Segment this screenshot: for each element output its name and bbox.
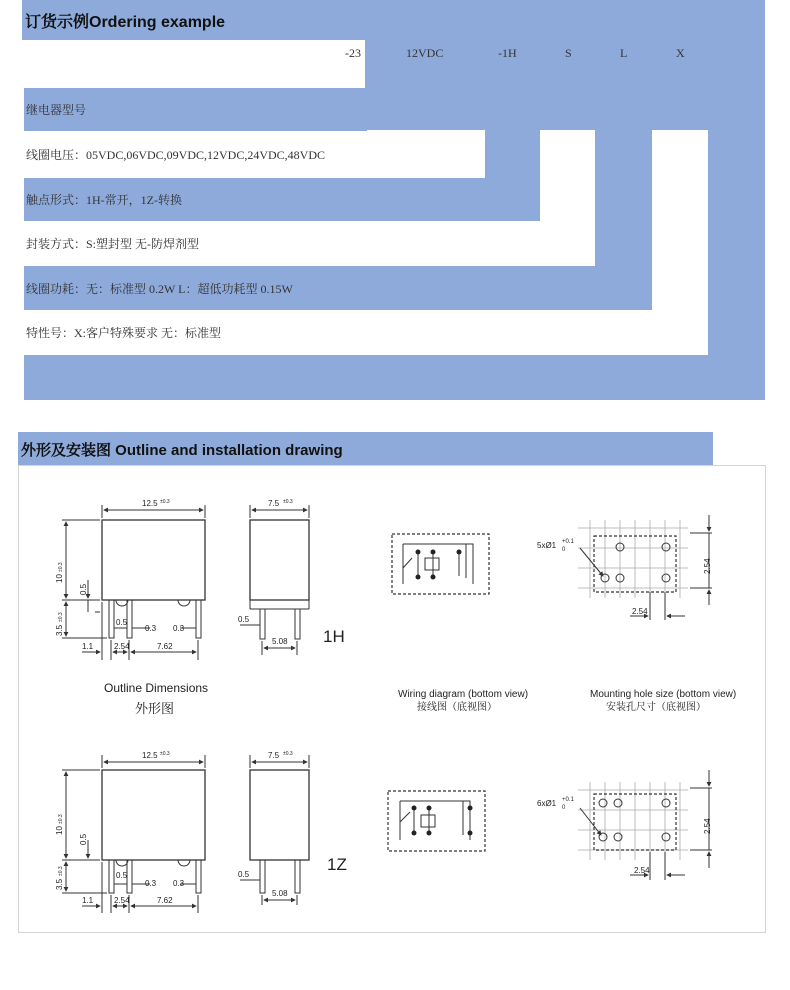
- ordering-row-4: 封装方式：S:塑封型 无-防焊剂型: [26, 237, 200, 251]
- hole-1h-up: +0.1: [562, 539, 574, 545]
- dim-depth-1z: 7.5: [268, 751, 280, 760]
- dim-span-1z: 7.62: [157, 896, 173, 905]
- ordering-row-3: 触点形式：1H-常开，1Z-转换: [24, 178, 540, 221]
- dim-off-1z: 1.1: [82, 896, 94, 905]
- ordering-row-1: 继电器型号: [24, 88, 367, 131]
- dim-height-tol: ±0.3: [58, 562, 64, 572]
- dim-width-tol: ±0.3: [160, 499, 170, 505]
- dim-side-pin-1z: 0.5: [238, 870, 250, 879]
- dim-pin-w-1z: 0.5: [116, 871, 128, 880]
- dim-pin-w: 0.5: [116, 618, 128, 627]
- hole-1z-up: +0.1: [562, 797, 574, 803]
- dim-pitch-1z: 2.54: [114, 896, 130, 905]
- hole-1z-dn: 0: [562, 805, 566, 811]
- caption-outline-cn: 外形图: [135, 701, 175, 716]
- code-special: X: [676, 46, 685, 60]
- dim-pinlen-tol-1z: ±0.3: [58, 866, 64, 876]
- dim-depth: 7.5: [268, 499, 280, 508]
- code-model: -23: [345, 46, 361, 60]
- dim-height: 10: [55, 574, 64, 583]
- dim-pinlen-1z: 3.5: [55, 878, 64, 890]
- hole-pitch-1h: 2.54: [632, 607, 648, 616]
- caption-mount-en: Mounting hole size (bottom view): [590, 689, 737, 700]
- dim-width-1z: 12.5: [142, 751, 158, 760]
- dim-depth-tol: ±0.3: [283, 499, 293, 505]
- dim-side-span-1z: 5.08: [272, 889, 288, 898]
- code-power: L: [620, 46, 628, 60]
- dim-width: 12.5: [142, 499, 158, 508]
- dim-gap1: 0.3: [145, 624, 157, 633]
- caption-mount-cn: 安装孔尺寸（底视图）: [606, 702, 706, 713]
- dim-gap2: 0.3: [173, 624, 185, 633]
- dim-gap2-1z: 0.3: [173, 879, 185, 888]
- dim-pinlen: 3.5: [55, 624, 64, 636]
- dim-gap1-1z: 0.3: [145, 879, 157, 888]
- ordering-title: 订货示例Ordering example: [22, 0, 765, 40]
- dim-height-1z: 10: [55, 826, 64, 835]
- ordering-row-6: 特性号：X:客户特殊要求 无：标准型: [26, 326, 222, 340]
- ordering-row-2: 线圈电压：05VDC,06VDC,09VDC,12VDC,24VDC,48VDC: [26, 148, 326, 162]
- hole-pitch-1z: 2.54: [634, 866, 650, 875]
- caption-wiring-en: Wiring diagram (bottom view): [398, 689, 529, 700]
- outline-title: 外形及安装图 Outline and installation drawing: [18, 432, 713, 466]
- variant-1h-label: 1H: [323, 627, 345, 646]
- ordering-row-5: 线圈功耗：无：标准型 0.2W L：超低功耗型 0.15W: [24, 266, 652, 310]
- hole-pitch-v-1z: 2.54: [703, 818, 712, 834]
- code-contact: -1H: [498, 46, 517, 60]
- hole-pitch-v-1h: 2.54: [703, 558, 712, 574]
- hole-1z: 6xØ1: [537, 799, 557, 808]
- dim-pitch: 2.54: [114, 642, 130, 651]
- variant-1z-label: 1Z: [327, 855, 347, 874]
- dim-standoff: 0.5: [79, 583, 88, 595]
- dim-side-span: 5.08: [272, 637, 288, 646]
- code-voltage: 12VDC: [406, 46, 444, 60]
- hole-1h-dn: 0: [562, 547, 566, 553]
- dim-width-tol-1z: ±0.3: [160, 751, 170, 757]
- code-package: S: [565, 46, 572, 60]
- dim-standoff-1z: 0.5: [79, 833, 88, 845]
- dim-side-pin: 0.5: [238, 615, 250, 624]
- dim-depth-tol-1z: ±0.3: [283, 751, 293, 757]
- dim-span: 7.62: [157, 642, 173, 651]
- dim-height-tol-1z: ±0.3: [58, 814, 64, 824]
- dim-off: 1.1: [82, 642, 94, 651]
- dim-pinlen-tol: ±0.3: [58, 612, 64, 622]
- caption-wiring-cn: 接线图（底视图）: [417, 702, 497, 713]
- hole-1h: 5xØ1: [537, 541, 557, 550]
- caption-outline-en: Outline Dimensions: [104, 681, 209, 695]
